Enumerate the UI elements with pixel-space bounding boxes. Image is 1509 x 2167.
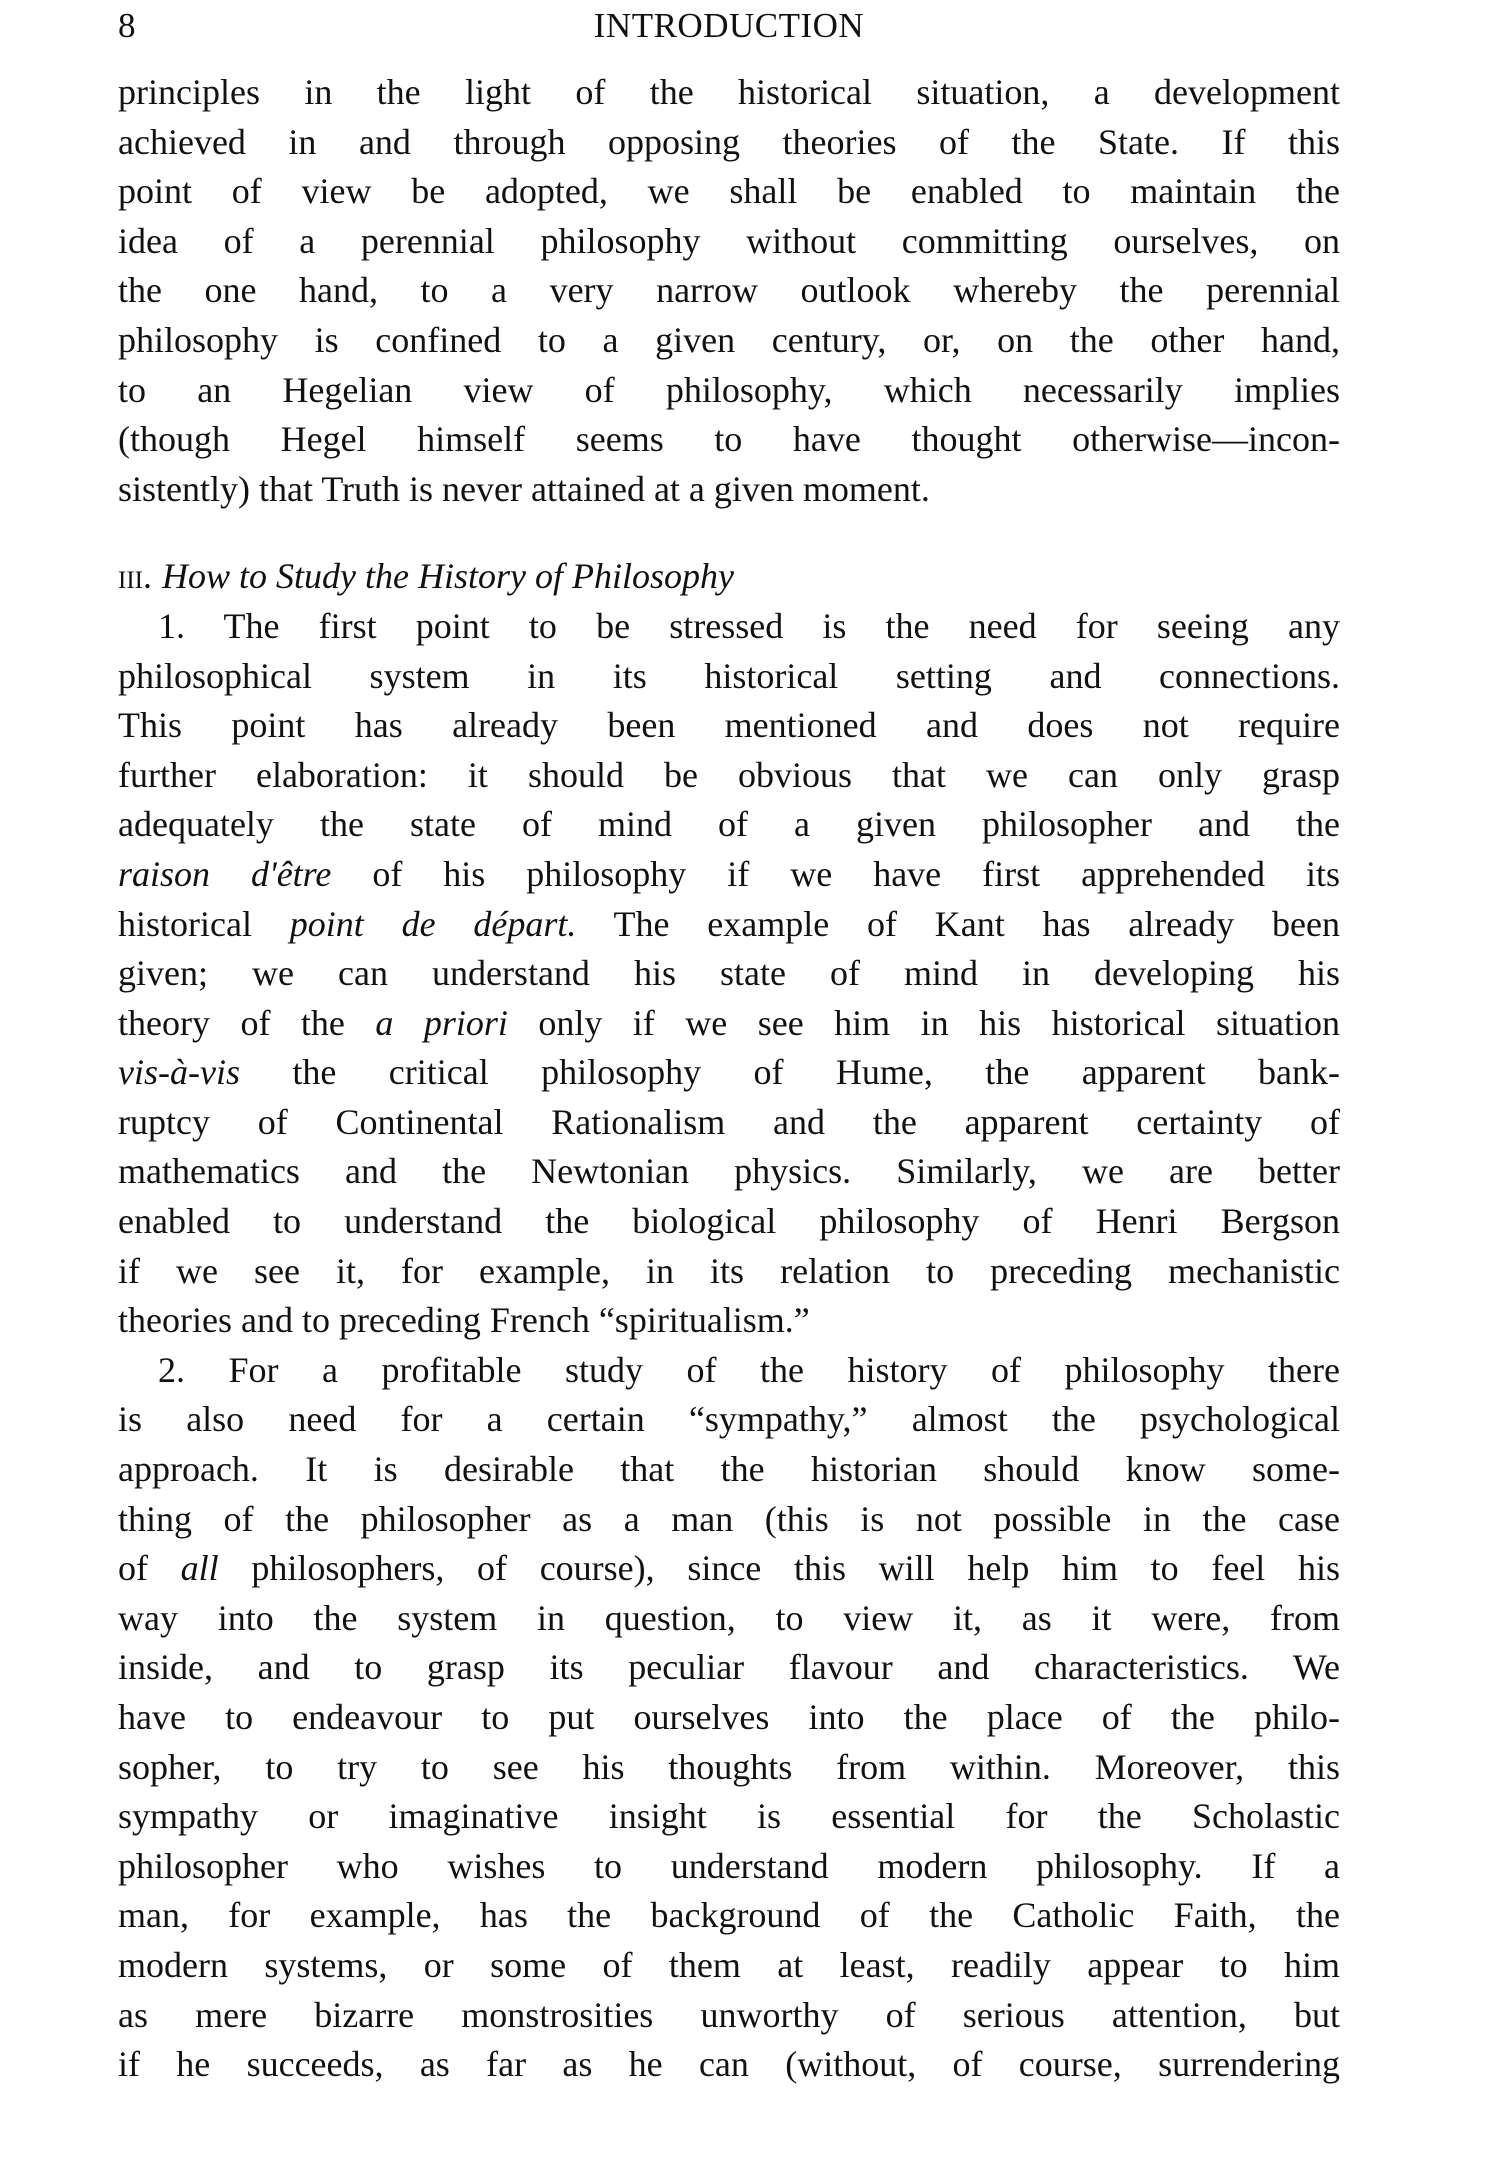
text-segment: only if we see him in his historical situation <box>507 1002 1340 1043</box>
text-line: way into the system in question, to view it, as it were, from <box>118 1597 1340 1638</box>
italic-phrase: raison d'être <box>118 853 332 894</box>
text-line: 1. The first point to be stressed is the need for seeing any <box>158 605 1340 646</box>
text-line: man, for example, has the background of the Catholic Faith, the <box>118 1895 1340 1936</box>
text-line: sopher, to try to see his thoughts from within. Moreover, this <box>118 1746 1340 1787</box>
text-line: theories and to preceding French “spiritualism.” <box>118 1300 810 1341</box>
text-line: (though Hegel himself seems to have thought otherwise—incon- <box>118 419 1340 460</box>
text-line <box>118 900 1340 950</box>
text-line: principles in the light of the historical situation, a development <box>118 72 1340 112</box>
text-line: philosophical system in its historical setting and connections. <box>118 655 1340 696</box>
text-line: thing of the philosopher as a man (this is not possible in the case <box>118 1498 1340 1539</box>
text-line: point of view be adopted, we shall be enabled to maintain the <box>118 171 1340 212</box>
text-line <box>118 850 1340 900</box>
text-line: to an Hegelian view of philosophy, which necessarily implies <box>118 369 1340 410</box>
text-line: achieved in and through opposing theories of the State. If this <box>118 121 1340 162</box>
text-segment: of <box>118 1548 181 1589</box>
book-page <box>118 0 1340 2090</box>
paragraph-top <box>118 68 1340 514</box>
paragraph-2 <box>118 1346 1340 2090</box>
italic-phrase: point de départ. <box>289 903 577 944</box>
italic-phrase: a priori <box>375 1002 508 1043</box>
text-line: inside, and to grasp its peculiar flavour and characteristics. We <box>118 1647 1340 1688</box>
text-segment: historical <box>118 903 290 944</box>
running-title: INTRODUCTION <box>593 6 865 45</box>
text-segment: of his philosophy if we have first apprehended its <box>331 853 1340 894</box>
paragraph-1 <box>118 602 1340 1346</box>
text-line <box>118 1048 1340 1098</box>
text-line: approach. It is desirable that the historian should know some- <box>118 1449 1340 1490</box>
running-head <box>118 0 1340 52</box>
text-line: sistently) that Truth is never attained at a given moment. <box>118 468 930 509</box>
text-line: modern systems, or some of them at least, readily appear to him <box>118 1944 1340 1985</box>
text-segment: theory of the <box>118 1002 376 1043</box>
text-line: given; we can understand his state of mind in developing his <box>118 953 1340 994</box>
section-gap <box>118 514 1340 552</box>
section-title: How to Study the History of Philosophy <box>161 556 734 597</box>
text-line: as mere bizarre monstrosities unworthy of serious attention, but <box>118 1994 1340 2035</box>
text-line: idea of a perennial philosophy without committing ourselves, on <box>118 220 1340 261</box>
text-line: enabled to understand the biological philosophy of Henri Bergson <box>118 1201 1340 1242</box>
text-line: if he succeeds, as far as he can (without, of course, surrendering <box>118 2044 1340 2085</box>
section-heading <box>118 552 1340 602</box>
text-line: philosopher who wishes to understand modern philosophy. If a <box>118 1845 1340 1886</box>
page-number: 8 <box>118 6 136 45</box>
text-line: sympathy or imaginative insight is essential for the Scholastic <box>118 1796 1340 1837</box>
text-line: further elaboration: it should be obvious that we can only grasp <box>118 754 1340 795</box>
text-segment: philosophers, of course), since this will help him to feel his <box>218 1548 1340 1589</box>
text-segment: the critical philosophy of Hume, the apparent bank- <box>239 1052 1340 1093</box>
text-line: mathematics and the Newtonian physics. Similarly, we are better <box>118 1151 1340 1192</box>
text-line: is also need for a certain “sympathy,” almost the psychological <box>118 1399 1340 1440</box>
text-line <box>118 999 1340 1049</box>
text-line <box>118 1544 1340 1594</box>
text-line: philosophy is confined to a given century, or, on the other hand, <box>118 319 1340 360</box>
section-numeral: iii. <box>118 556 152 597</box>
text-line: 2. For a profitable study of the history of philosophy there <box>158 1349 1340 1390</box>
text-line: ruptcy of Continental Rationalism and the apparent certainty of <box>118 1101 1340 1142</box>
text-line: if we see it, for example, in its relation to preceding mechanistic <box>118 1250 1340 1291</box>
italic-phrase: vis-à-vis <box>118 1052 240 1093</box>
text-segment: The example of Kant has already been <box>576 903 1340 944</box>
text-line: adequately the state of mind of a given philosopher and the <box>118 804 1340 845</box>
italic-phrase: all <box>180 1548 219 1589</box>
text-line: have to endeavour to put ourselves into the place of the philo- <box>118 1697 1340 1737</box>
text-line: This point has already been mentioned and does not require <box>118 705 1340 746</box>
text-line: the one hand, to a very narrow outlook whereby the perennial <box>118 270 1340 311</box>
